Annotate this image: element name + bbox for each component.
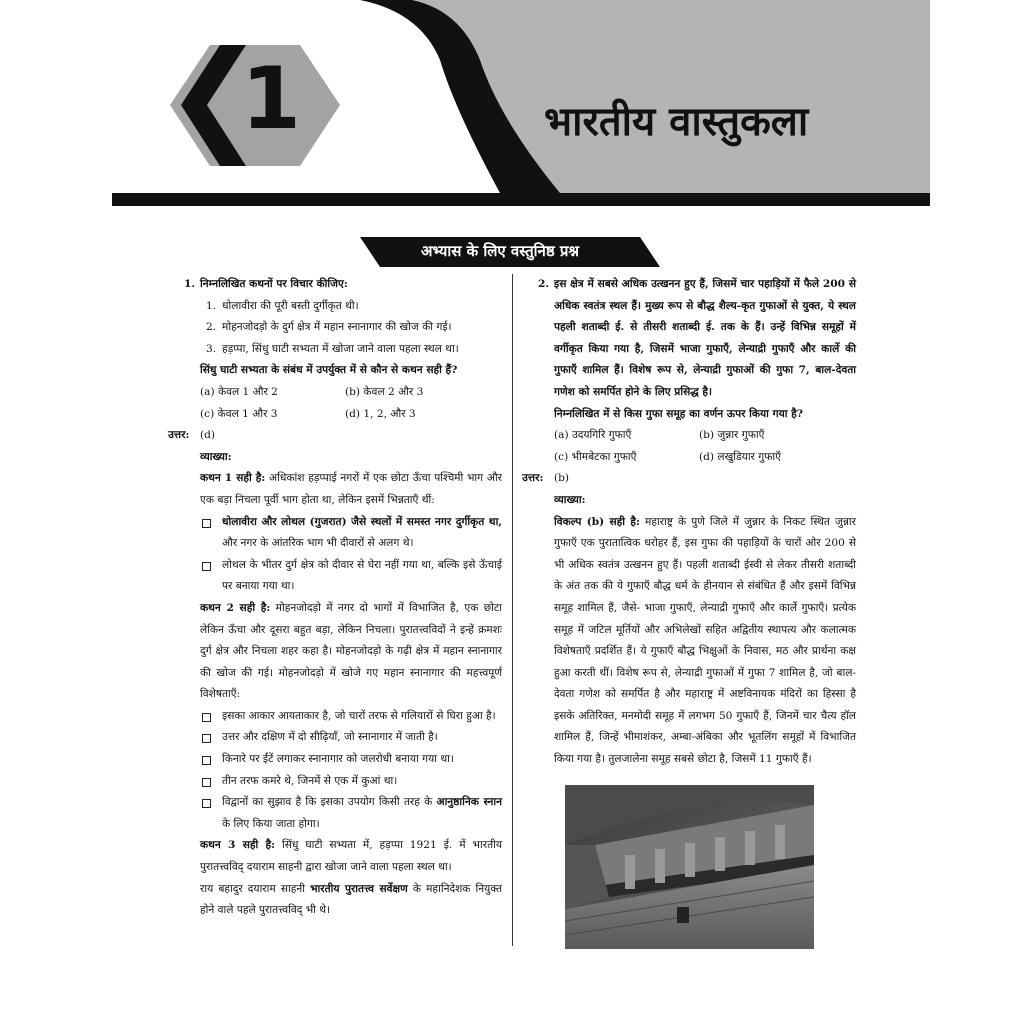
bullet-text: विद्वानों का सुझाव है कि इसका उपयोग किसी तरह के: [222, 796, 437, 809]
option-d: (d) लखुडियार गुफाएँ: [699, 450, 781, 463]
question-number: 2.: [538, 278, 550, 290]
bullet-bold: धोलावीरा और लोथल (गुजरात) जैसे स्थलों में समस्त नगर दुर्गीकृत था,: [222, 515, 502, 528]
bullet-text: लोथल के भीतर दुर्ग क्षेत्र को दीवार से घेरा नहीं गया था, बल्कि इसे ऊँचाई पर बनाया गया था।: [222, 558, 502, 593]
right-column: [522, 274, 856, 771]
section-banner-label: अभ्यास के लिए वस्तुनिष्ठ प्रश्न: [420, 242, 580, 260]
question-1-options: [168, 382, 502, 425]
answer-label: उत्तर:: [168, 429, 190, 442]
statement-3: [168, 339, 502, 361]
option-a: (a) उदयगिरि गुफाएँ: [554, 429, 632, 442]
statement-3-body: सिंधु घाटी सभ्यता में, हड़प्पा 1921 ई. में भारतीय पुरातत्त्वविद् दयाराम साहनी द्वारा खोजा जाने वाला पहला स्थल था।: [200, 839, 502, 874]
checkbox-bullet-icon: [202, 519, 211, 528]
explanation-body: महाराष्ट्र के पुणे जिले में जुन्नार के निकट स्थित जुन्नार गुफाएँ एक पुरातात्विक धरोहर हैं, इस गुफा की पहाड़ियों के चारों ओर 200 से भी अधिक स्वतंत्र उत्खनन हुए हैं। पहली शताब्दी ईस्वी से लेकर तीसरी शताब्दी के अंत तक की ये गुफाएँ बौद्ध धर्म के हीनयान से संबंधित हैं और इसमें विभिन्न समूह शामिल हैं, जैसे- भाजा गुफाएँ, लेन्याद्री गुफाएँ और कार्ले गुफाएँ। प्रत्येक समूह में जटिल मूर्तियों और अभिलेखों सहित अद्वितीय स्थापत्य और कलात्मक विशेषताएँ प्रदर्शित हैं। ये गुफाएँ बौद्ध भिक्षुओं के निवास, मठ और प्रार्थना कक्ष हुआ करती थीं। विशेष रूप से, लेन्याद्री गुफाओं में गुफा 7 शामिल है, जो बाल-देवता गणेश को समर्पित है और महाराष्ट्र में अष्टविनायक मंदिरों का हिस्सा है इसके अतिरिक्त, मनमोदी समूह में लगभग 50 गुफाएँ हैं, जिनमें चार चैत्य हॉल शामिल हैं, जिन्हें भीमाशंकर, अम्बा-अंबिका और भूतलिंग समूहों में विभाजित किया गया है। तुलजालेना समूह सबसे छोटा है, जिसमें 11 गुफाएँ हैं।: [554, 515, 856, 766]
question-1-answer: [168, 425, 502, 447]
chapter-title: भारतीय वास्तुकला: [544, 99, 809, 145]
list-item: [168, 555, 502, 598]
bullet-text: किनारे पर ईंटें लगाकर स्नानागार को जलरोधी बनाया गया था।: [222, 753, 454, 766]
statement-1-explanation: [168, 468, 502, 511]
checkbox-bullet-icon: [202, 756, 211, 765]
list-item: [168, 792, 502, 835]
column-divider: [512, 274, 513, 946]
list-item: [168, 512, 502, 555]
question-2-answer: [522, 468, 856, 490]
note-text: के महानिदेशक नियुक्त होने वाले पहले पुरातत्त्वविद् भी थे।: [200, 882, 503, 917]
checkbox-bullet-icon: [202, 799, 211, 808]
option-b: (b) जुन्नार गुफाएँ: [699, 429, 765, 442]
statement-2-explanation: [168, 598, 502, 706]
statement-text: हड़प्पा, सिंधु घाटी सभ्यता में खोजा जाने वाला पहला स्थल था।: [222, 342, 459, 355]
bullet-text: तीन तरफ कमरे थे, जिनमें से एक में कुआं था।: [222, 774, 398, 787]
question-2-ask: निम्नलिखित में से किस गुफा समूह का वर्णन ऊपर किया गया है?: [554, 407, 803, 420]
statement-2-body: मोहनजोदड़ो में नगर दो भागों में विभाजित है, एक छोटा लेकिन ऊँचा और दूसरा बहुत बड़ा, लेकिन निचला। पुरातत्त्वविदों ने इन्हें क्रमशः दुर्ग क्षेत्र और निचला शहर कहा है। मोहनजोदड़ो के गढ़ी क्षेत्र में महान स्नानागार की खोज की गई। मोहनजोदड़ो में खोजे गए महान स्नानागार की महत्त्वपूर्ण विशेषताएँ:: [200, 601, 502, 701]
statement-text: धोलावीरा की पूरी बस्ती दुर्गीकृत थी।: [222, 299, 359, 312]
bullet-text: उत्तर और दक्षिण में दो सीढ़ियाँ, जो स्नानागार में जाती है।: [222, 731, 438, 744]
option-c: (c) भीमबेटका गुफाएँ: [554, 450, 637, 463]
statement-1-body: अधिकांश हड़प्पाई नगरों में एक छोटा ऊँचा पश्चिमी भाग और एक बड़ा निचला पूर्वी भाग होता था, लेकिन इसमें भिन्नताएँ थीं:: [200, 472, 503, 506]
option-c: (c) केवल 1 और 3: [200, 407, 278, 420]
header-rule: [112, 193, 930, 206]
option-b: (b) केवल 2 और 3: [345, 385, 424, 398]
explanation-label: व्याख्या:: [554, 493, 586, 506]
checkbox-bullet-icon: [202, 734, 211, 743]
explanation-label: व्याख्या:: [200, 450, 232, 463]
statement-text: मोहनजोदड़ो के दुर्ग क्षेत्र में महान स्नानागार की खोज की गई।: [222, 321, 452, 334]
statement-1-head: कथन 1 सही है:: [200, 472, 266, 485]
option-a: (a) केवल 1 और 2: [200, 385, 278, 398]
option-d: (d) 1, 2, और 3: [345, 407, 416, 420]
statement-2-head: कथन 2 सही है:: [200, 601, 271, 614]
question-2-passage: [522, 274, 856, 404]
answer-value: (d): [200, 429, 216, 442]
question-1-ask: सिंधु घाटी सभ्यता के संबंध में उपर्युक्त में से कौन से कथन सही हैं?: [200, 364, 458, 377]
statement-3-explanation: [168, 835, 502, 878]
option-b-explanation: [522, 512, 856, 771]
answer-value: (b): [554, 472, 570, 485]
checkbox-bullet-icon: [202, 562, 211, 571]
list-item: [168, 706, 502, 728]
statement-number: 1.: [206, 299, 217, 312]
bullet-bold: आनुष्ठानिक स्नान: [436, 796, 503, 809]
statement-1: [168, 296, 502, 318]
list-item: [168, 727, 502, 749]
list-item: [168, 749, 502, 771]
left-column: [168, 274, 502, 922]
closing-note: [168, 879, 502, 922]
answer-label: उत्तर:: [522, 472, 544, 485]
bullet-text: के लिए किया जाता होगा।: [222, 817, 320, 830]
statement-2: [168, 317, 502, 339]
list-item: [168, 771, 502, 793]
question-2-options: [522, 425, 856, 468]
checkbox-bullet-icon: [202, 778, 211, 787]
cave-photo: [565, 785, 814, 949]
question-1-prompt: [168, 274, 502, 296]
statement-number: 2.: [206, 321, 217, 334]
bullet-text: इसका आकार आयताकार है, जो चारों तरफ से गलियारों से घिरा हुआ है।: [222, 709, 496, 722]
passage-text: इस क्षेत्र में सबसे अधिक उत्खनन हुए हैं, जिसमें चार पहाड़ियों में फैले 200 से अधिक स्वतंत्र स्थल हैं। मुख्य रूप से बौद्ध शैल्य-कृत गुफाओं से युक्त, ये स्थल पहली शताब्दी ई. से तीसरी शताब्दी ई. तक के हैं। उन्हें विभिन्न समूहों में वर्गीकृत किया गया है, जिसमें भाजा गुफाएँ, लेन्याद्री गुफाएँ और कार्ले की गुफाएँ शामिल हैं। विशेष रूप से, लेन्याद्री गुफाओं की गुफा 7, बाल-देवता गणेश को समर्पित होने के लिए प्रसिद्ध है।: [554, 278, 856, 398]
bullet-text: और नगर के आंतरिक भाग भी दीवारों से अलग थे।: [222, 537, 414, 550]
explanation-head: विकल्प (b) सही है:: [554, 515, 640, 528]
statement-number: 3.: [206, 342, 217, 355]
question-number: 1.: [184, 278, 196, 290]
note-bold: भारतीय पुरातत्त्व सर्वेक्षण: [310, 882, 408, 895]
chapter-number: 1: [241, 49, 301, 149]
statement-3-head: कथन 3 सही है:: [200, 839, 276, 852]
prompt-text: निम्नलिखित कथनों पर विचार कीजिए:: [200, 278, 348, 290]
checkbox-bullet-icon: [202, 713, 211, 722]
note-text: राय बहादुर दयाराम साहनी: [200, 882, 311, 895]
chapter-header-graphic: [0, 0, 1024, 220]
